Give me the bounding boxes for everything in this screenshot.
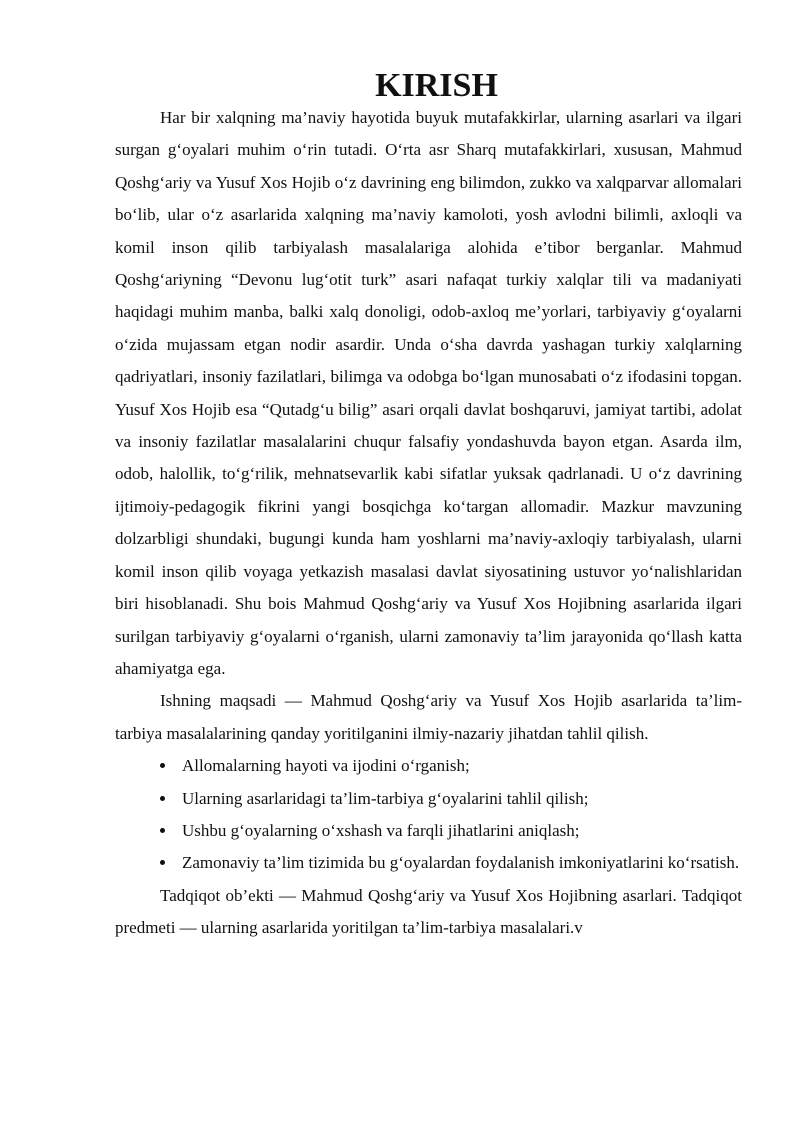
- tasks-list: [115, 750, 742, 880]
- closing-paragraph: Tadqiqot ob’ekti — Mahmud Qoshg‘ariy va Yusuf Xos Hojibning asarlari. Tadqiqot predmeti — ularning asarlarida yoritilgan ta’lim-tarbiya masalalari.v: [115, 885, 742, 938]
- list-item-text: Zamonaviy ta’lim tizimida bu g‘oyalardan foydalanish imkoniyatlarini ko‘rsatish.: [182, 853, 740, 873]
- list-item: [115, 847, 742, 879]
- bullet-icon: [160, 828, 165, 833]
- intro-paragraph: Har bir xalqning ma’naviy hayotida buyuk mutafakkirlar, ularning asarlari va ilgari surgan g‘oyalari muhim o‘rin tutadi. O‘rta asr Sharq mutafakkirlari, xususan, Mahmud Qoshg‘ariy va Yusuf Xos Hojib o‘z davrining eng bilimdon, zukko va xalqparvar allomalari bo‘lib, ular o‘z asarlarida xalqning ma’naviy kamoloti, yosh avlodni bilimli, axloqli va komil inson qilib tarbiyalash masalalariga alohida e’tibor berganlar. Mahmud Qoshg‘ariyning “Devonu lug‘otit turk” asari nafaqat turkiy xalqlar tili va madaniyati haqidagi muhim manba, balki xalq donoligi, odob-axloq me’yorlari, tarbiyaviy g‘oyalarni o‘zida mujassam etgan nodir asardir. Unda o‘sha davrda yashagan turkiy xalqlarning qadriyatlari, insoniy fazilatlari, bilimga va odobga bo‘lgan munosabati o‘z ifodasini topgan. Yusuf Xos Hojib esa “Qutadg‘u bilig” asari orqali davlat boshqaruvi, jamiyat tartibi, adolat va insoniy fazilatlar masalalarini chuqur falsafiy yondashuvda bayon etgan. Asarda ilm, odob, halollik, to‘g‘rilik, mehnatsevarlik kabi sifatlar yuksak qadrlanadi. U o‘z davrining ijtimoiy-pedagogik fikrini yangi bosqichga ko‘targan allomadir. Mazkur mavzuning dolzarbligi shundaki, bugungi kunda ham yoshlarni ma’naviy-axloqiy tarbiyalash, ularni komil inson qilib voyaga yetkazish masalasi davlat siyosatining ustuvor yo‘nalishlaridan biri hisoblanadi. Shu bois Mahmud Qoshg‘ariy va Yusuf Xos Hojibning asarlarida ilgari surilgan tarbiyaviy g‘oyalarni o‘rganish, ularni zamonaviy ta’lim jarayonida qo‘llash katta ahamiyatga ega.: [115, 108, 742, 678]
- list-item: [115, 750, 742, 782]
- list-item-text: Ushbu g‘oyalarning o‘xshash va farqli jihatlarini aniqlash;: [182, 820, 580, 840]
- document-page: [115, 67, 742, 945]
- bullet-icon: [160, 796, 165, 801]
- bullet-icon: [160, 763, 165, 768]
- goal-paragraph: Ishning maqsadi — Mahmud Qoshg‘ariy va Yusuf Xos Hojib asarlarida ta’lim-tarbiya masalalarining qanday yoritilganini ilmiy-nazariy jihatdan tahlil qilish.: [115, 691, 742, 743]
- list-item-text: Allomalarning hayoti va ijodini o‘rganish;: [182, 756, 470, 776]
- page-title: KIRISH: [375, 67, 498, 104]
- list-item-text: Ularning asarlaridagi ta’lim-tarbiya g‘oyalarini tahlil qilish;: [182, 788, 589, 808]
- bullet-icon: [160, 860, 165, 865]
- list-item: [115, 783, 742, 815]
- list-item: [115, 815, 742, 847]
